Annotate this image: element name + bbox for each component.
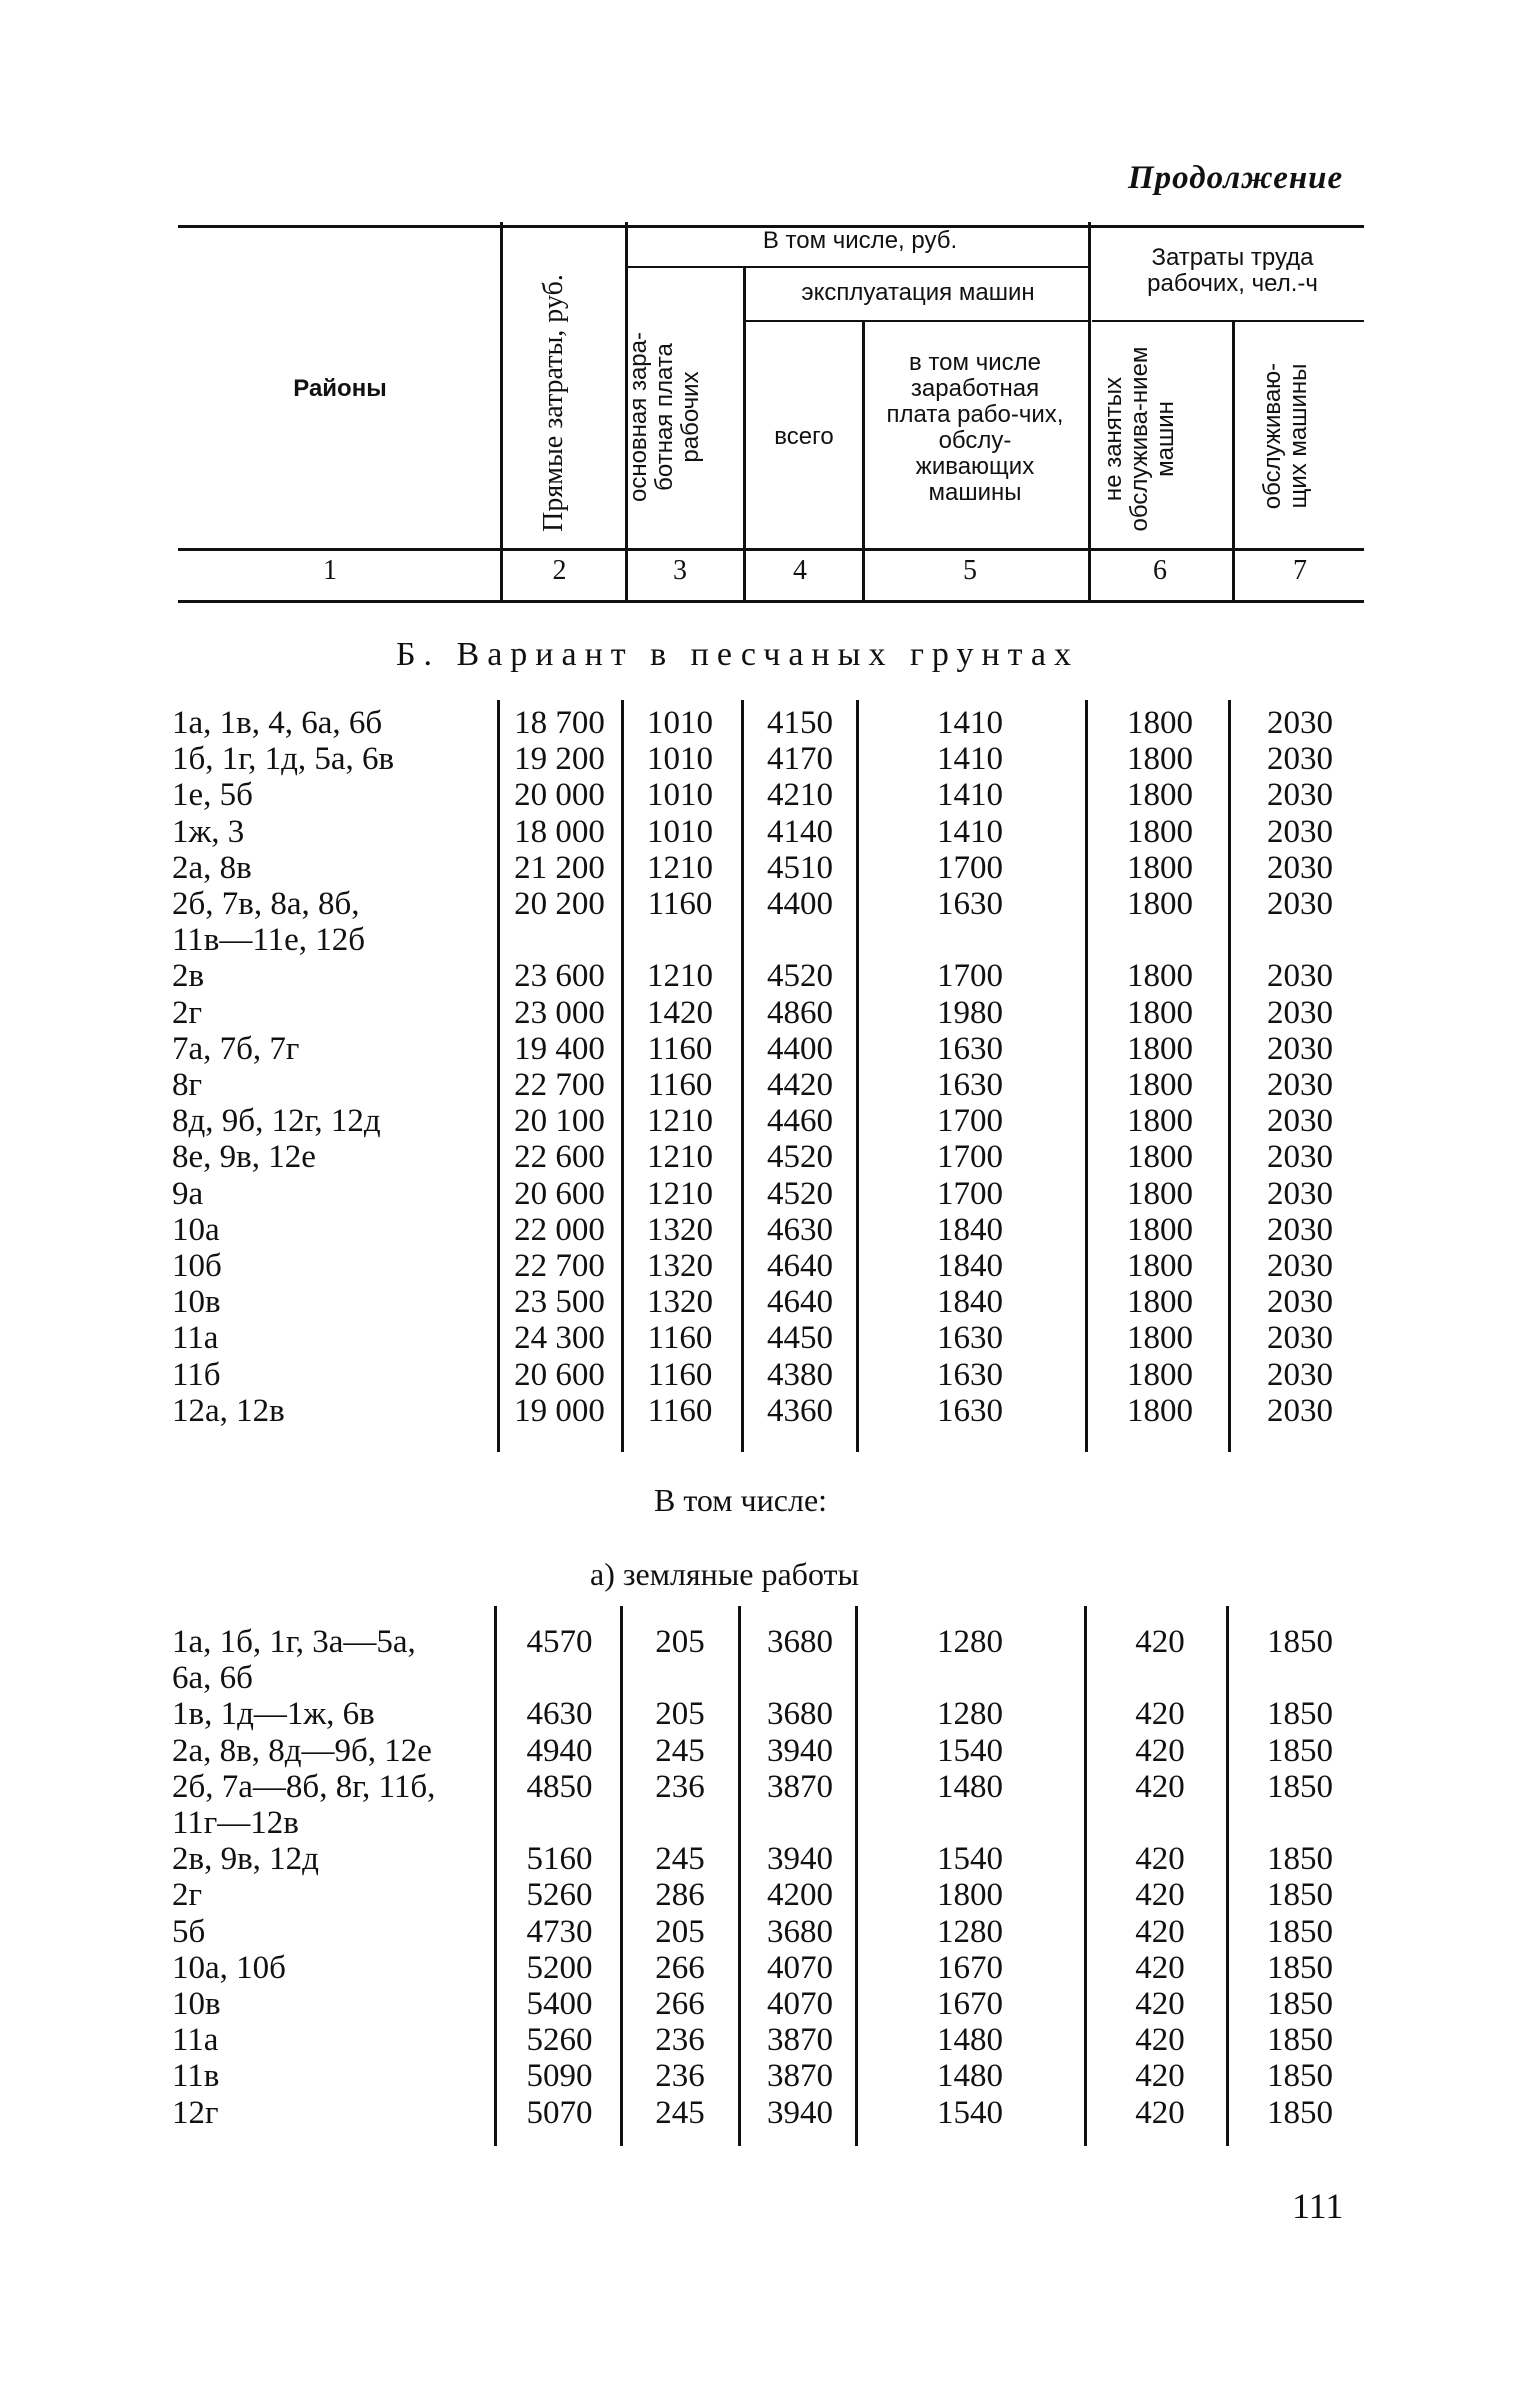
labor-serving-cell: 1850	[1267, 1913, 1333, 1950]
region-cell: 8г	[172, 1067, 203, 1103]
region-cell: 11в	[172, 2058, 220, 2095]
wage-cell: 1320	[647, 1211, 713, 1248]
exploit-total-cell: 3680	[767, 1696, 833, 1733]
wage-cell: 266	[655, 1949, 705, 1986]
table-row	[0, 814, 1539, 850]
wage-cell: 245	[655, 2094, 705, 2131]
labor-serving-cell: 2030	[1267, 994, 1333, 1031]
wage-cell: 1210	[647, 1103, 713, 1140]
table-row	[0, 2058, 1539, 2094]
labor-not-busy-cell: 1800	[1127, 777, 1193, 814]
region-cell: 1а, 1б, 1г, 3а—5а,	[172, 1624, 416, 1660]
labor-serving-cell: 1850	[1267, 1877, 1333, 1914]
region-cell: 8д, 9б, 12г, 12д	[172, 1103, 381, 1140]
exploit-total-cell: 4380	[767, 1356, 833, 1393]
col-region-header: Районы	[293, 375, 387, 402]
table-row	[0, 741, 1539, 777]
labor-serving-cell: 1850	[1267, 2058, 1333, 2095]
region-cell: 1е, 5б	[172, 777, 253, 814]
wage-cell: 1210	[647, 1175, 713, 1212]
table-row	[0, 958, 1539, 994]
labor-serving-cell: 1850	[1267, 2022, 1333, 2059]
header-divider-5	[1088, 222, 1091, 602]
labor-serving-cell: 1850	[1267, 1986, 1333, 2022]
wage-cell: 236	[655, 1768, 705, 1805]
region-cell: 7а, 7б, 7г	[172, 1030, 300, 1067]
exploit-total-cell: 4520	[767, 958, 833, 995]
exploit-wage-cell: 1280	[937, 1696, 1003, 1733]
col-wage-header: основная зара-ботная плата рабочих	[625, 332, 704, 503]
exploit-total-cell: 3940	[767, 1841, 833, 1878]
exploit-wage-cell: 1410	[937, 813, 1003, 850]
table-row	[0, 995, 1539, 1031]
labor-serving-cell: 2030	[1267, 1211, 1333, 1248]
labor-not-busy-cell: 1800	[1127, 813, 1193, 850]
wage-cell: 1160	[647, 1320, 713, 1357]
incl-group-rule	[628, 266, 1088, 268]
exploit-total-cell: 4510	[767, 849, 833, 886]
region-cell: 2а, 8в, 8д—9б, 12е	[172, 1732, 432, 1769]
direct-cost-cell: 20 000	[514, 777, 605, 814]
direct-cost-cell: 23 000	[514, 994, 605, 1031]
labor-not-busy-cell: 420	[1135, 2058, 1185, 2095]
direct-cost-cell: 18 000	[514, 813, 605, 850]
incl-group-header: В том числе, руб.	[762, 227, 958, 254]
labor-serving-cell: 1850	[1267, 2094, 1333, 2131]
direct-cost-cell: 22 700	[514, 1067, 605, 1103]
exploit-wage-cell: 1980	[937, 994, 1003, 1031]
direct-cost-cell: 4630	[526, 1696, 593, 1733]
labor-serving-cell: 2030	[1267, 1320, 1333, 1357]
labor-not-busy-cell: 1800	[1127, 1211, 1193, 1248]
table-row	[0, 1696, 1539, 1732]
exploit-total-cell: 4460	[767, 1103, 833, 1140]
direct-cost-cell: 4730	[526, 1913, 593, 1950]
exploit-group-header: эксплуатация машин	[801, 279, 1035, 306]
region-cell: 2б, 7а—8б, 8г, 11б,	[172, 1768, 436, 1805]
wage-cell: 1160	[647, 1392, 713, 1429]
labor-not-busy-cell: 1800	[1127, 1175, 1193, 1212]
region-cell: 2в	[172, 958, 205, 995]
page-number: 111	[1292, 2186, 1344, 2226]
labor-not-busy-cell: 420	[1135, 1877, 1185, 1914]
region-cell: 2г	[172, 1877, 203, 1914]
wage-cell: 245	[655, 1841, 705, 1878]
header-divider-1	[500, 222, 503, 602]
exploit-wage-cell: 1630	[937, 886, 1003, 922]
direct-cost-cell: 19 200	[514, 741, 605, 778]
table-row	[0, 1986, 1539, 2022]
direct-cost-cell: 21 200	[514, 849, 605, 886]
labor-serving-cell: 2030	[1267, 1356, 1333, 1393]
exploit-wage-cell: 1540	[937, 1732, 1003, 1769]
labor-not-busy-cell: 1800	[1127, 1248, 1193, 1284]
labor-serving-cell: 2030	[1267, 1284, 1333, 1321]
region-cell: 8е, 9в, 12е	[172, 1139, 316, 1176]
labor-serving-cell: 2030	[1267, 705, 1333, 741]
numbers-bottom-rule	[178, 600, 1364, 603]
labor-serving-cell: 2030	[1267, 958, 1333, 995]
exploit-total-cell: 4630	[767, 1211, 833, 1248]
exploit-wage-cell: 1480	[937, 2022, 1003, 2059]
labor-serving-cell: 1850	[1267, 1949, 1333, 1986]
region-cell: 10а, 10б	[172, 1949, 286, 1986]
labor-serving-cell: 1850	[1267, 1841, 1333, 1878]
exploit-wage-cell: 1630	[937, 1392, 1003, 1429]
region-cell: 11в—11е, 12б	[172, 922, 366, 959]
region-cell: 5б	[172, 1913, 206, 1950]
direct-cost-cell: 23 600	[514, 958, 605, 995]
region-cell: 12г	[172, 2094, 219, 2131]
column-numbers-row	[0, 553, 1539, 589]
exploit-total-cell: 4150	[767, 705, 833, 741]
direct-cost-cell: 20 200	[514, 886, 605, 922]
header-divider-3	[743, 268, 746, 602]
labor-serving-cell: 1850	[1267, 1768, 1333, 1805]
region-cell: 9а	[172, 1175, 204, 1212]
labor-serving-cell: 2030	[1267, 1139, 1333, 1176]
wage-cell: 1160	[647, 1356, 713, 1393]
labor-serving-cell: 2030	[1267, 741, 1333, 778]
exploit-total-cell: 3680	[767, 1913, 833, 1950]
wage-cell: 1010	[647, 813, 713, 850]
exploit-total-cell: 3940	[767, 1732, 833, 1769]
labor-not-busy-cell: 420	[1135, 1732, 1185, 1769]
exploit-total-cell: 4070	[767, 1986, 833, 2022]
direct-cost-cell: 4570	[526, 1624, 593, 1660]
exploit-total-cell: 4520	[767, 1175, 833, 1212]
wage-cell: 1320	[647, 1284, 713, 1321]
labor-serving-cell: 1850	[1267, 1696, 1333, 1733]
labor-serving-cell: 2030	[1267, 1067, 1333, 1103]
table-row	[0, 1320, 1539, 1356]
exploit-group-rule	[745, 320, 1088, 322]
direct-cost-cell: 20 600	[514, 1175, 605, 1212]
region-cell: 11а	[172, 2022, 219, 2059]
region-cell: 10а	[172, 1211, 220, 1248]
wage-cell: 236	[655, 2058, 705, 2095]
labor-serving-cell: 2030	[1267, 1392, 1333, 1429]
exploit-total-cell: 4140	[767, 813, 833, 850]
direct-cost-cell: 5160	[526, 1841, 593, 1878]
table-row	[0, 1393, 1539, 1429]
colnum-5: 5	[963, 555, 977, 586]
labor-serving-cell: 2030	[1267, 1248, 1333, 1284]
labor-serving-cell: 2030	[1267, 886, 1333, 922]
exploit-total-cell: 3870	[767, 1768, 833, 1805]
labor-serving-cell: 2030	[1267, 1175, 1333, 1212]
direct-cost-cell: 19 000	[514, 1392, 605, 1429]
region-cell: 2б, 7в, 8а, 8б,	[172, 886, 360, 922]
exploit-wage-cell: 1670	[937, 1949, 1003, 1986]
exploit-total-cell: 3870	[767, 2058, 833, 2095]
region-cell: 11б	[172, 1356, 221, 1393]
exploit-total-cell: 4860	[767, 994, 833, 1031]
labor-not-busy-cell: 1800	[1127, 705, 1193, 741]
region-cell: 2в, 9в, 12д	[172, 1841, 319, 1878]
wage-cell: 236	[655, 2022, 705, 2059]
exploit-wage-cell: 1700	[937, 1103, 1003, 1140]
colnum-7: 7	[1293, 555, 1307, 586]
colnum-2: 2	[552, 555, 567, 586]
wage-cell: 1160	[647, 1030, 713, 1067]
exploit-total-cell: 4420	[767, 1067, 833, 1103]
wage-cell: 1010	[647, 705, 713, 741]
table-row	[0, 1176, 1539, 1212]
wage-cell: 245	[655, 1732, 705, 1769]
including-label: В том числе:	[654, 1482, 828, 1518]
table-row	[0, 1841, 1539, 1877]
exploit-total-cell: 4640	[767, 1248, 833, 1284]
wage-cell: 1210	[647, 849, 713, 886]
labor-not-busy-cell: 1800	[1127, 1320, 1193, 1357]
header-bottom-rule	[178, 548, 1364, 551]
direct-cost-cell: 5400	[526, 1986, 593, 2022]
wage-cell: 1210	[647, 958, 713, 995]
table-row	[0, 850, 1539, 886]
earthworks-label: а) земляные работы	[590, 1556, 860, 1592]
direct-cost-cell: 22 000	[514, 1211, 605, 1248]
labor-group-header: Затраты труда рабочих, чел.-ч	[1147, 244, 1318, 297]
direct-cost-cell: 24 300	[514, 1320, 605, 1357]
exploit-total-cell: 4070	[767, 1949, 833, 1986]
labor-not-busy-cell: 1800	[1127, 1139, 1193, 1176]
exploit-total-cell: 4640	[767, 1284, 833, 1321]
exploit-wage-cell: 1480	[937, 2058, 1003, 2095]
region-cell: 11г—12в	[172, 1805, 299, 1841]
wage-cell: 1320	[647, 1248, 713, 1284]
labor-group-rule	[1092, 320, 1364, 322]
region-cell: 6а, 6б	[172, 1660, 253, 1697]
labor-not-busy-cell: 420	[1135, 1696, 1185, 1733]
labor-not-busy-cell: 1800	[1127, 1103, 1193, 1140]
region-cell: 1ж, 3	[172, 813, 245, 850]
exploit-wage-cell: 1700	[937, 958, 1003, 995]
exploit-wage-cell: 1410	[937, 741, 1003, 778]
exploit-total-cell: 4360	[767, 1392, 833, 1429]
exploit-total-cell: 4450	[767, 1320, 833, 1357]
labor-serving-cell: 1850	[1267, 1732, 1333, 1769]
table-row	[0, 1103, 1539, 1139]
table-row	[0, 886, 1539, 922]
labor-serving-cell: 2030	[1267, 777, 1333, 814]
exploit-wage-cell: 1630	[937, 1320, 1003, 1357]
exploit-total-cell: 4170	[767, 741, 833, 778]
table-row	[0, 2095, 1539, 2131]
exploit-wage-cell: 1480	[937, 1768, 1003, 1805]
labor-not-busy-cell: 1800	[1127, 1356, 1193, 1393]
exploit-total-cell: 4400	[767, 1030, 833, 1067]
wage-cell: 1210	[647, 1139, 713, 1176]
exploit-wage-cell: 1630	[937, 1356, 1003, 1393]
region-cell: 2г	[172, 994, 203, 1031]
region-cell: 2а, 8в	[172, 849, 252, 886]
table-row	[0, 1805, 1539, 1841]
direct-cost-cell: 18 700	[514, 705, 605, 741]
labor-not-busy-cell: 420	[1135, 1949, 1185, 1986]
direct-cost-cell: 4940	[526, 1732, 593, 1769]
wage-cell: 286	[655, 1877, 705, 1914]
labor-not-busy-cell: 420	[1135, 1841, 1185, 1878]
labor-not-busy-cell: 1800	[1127, 1067, 1193, 1103]
exploit-wage-cell: 1630	[937, 1030, 1003, 1067]
exploit-wage-cell: 1700	[937, 1175, 1003, 1212]
exploit-wage-cell: 1630	[937, 1067, 1003, 1103]
wage-cell: 1010	[647, 777, 713, 814]
table-row	[0, 1031, 1539, 1067]
colnum-6: 6	[1153, 555, 1167, 586]
labor-not-busy-cell: 420	[1135, 2022, 1185, 2059]
exploit-total-cell: 4520	[767, 1139, 833, 1176]
wage-cell: 205	[655, 1696, 705, 1733]
direct-cost-cell: 5260	[526, 1877, 593, 1914]
exploit-wage-cell: 1840	[937, 1211, 1003, 1248]
wage-cell: 1420	[647, 994, 713, 1031]
table-row	[0, 1660, 1539, 1696]
exploit-wage-cell: 1540	[937, 2094, 1003, 2131]
wage-cell: 205	[655, 1624, 705, 1660]
region-cell: 1а, 1в, 4, 6а, 6б	[172, 705, 383, 741]
exploit-total-cell: 4210	[767, 777, 833, 814]
exploit-wage-cell: 1800	[937, 1877, 1003, 1914]
section-b-title: Б. Вариант в песчаных грунтах	[396, 636, 1080, 673]
exploit-total-cell: 3870	[767, 2022, 833, 2059]
table-row	[0, 1950, 1539, 1986]
labor-serving-cell: 2030	[1267, 813, 1333, 850]
labor-not-busy-cell: 1800	[1127, 958, 1193, 995]
table-row	[0, 922, 1539, 958]
exploit-wage-cell: 1700	[937, 849, 1003, 886]
direct-cost-cell: 5200	[526, 1949, 593, 1986]
direct-cost-cell: 23 500	[514, 1284, 605, 1321]
col-serving-header: обслуживаю-щих машины	[1259, 362, 1312, 510]
colnum-3: 3	[673, 555, 687, 586]
table-row	[0, 1248, 1539, 1284]
colnum-1: 1	[323, 555, 337, 586]
region-cell: 10в	[172, 1986, 221, 2022]
table-row	[0, 1624, 1539, 1660]
region-cell: 10в	[172, 1284, 221, 1321]
table-row	[0, 777, 1539, 813]
exploit-wage-cell: 1410	[937, 705, 1003, 741]
col-direct-header: Прямые затраты, руб.	[538, 274, 569, 532]
labor-not-busy-cell: 1800	[1127, 1030, 1193, 1067]
labor-serving-cell: 2030	[1267, 849, 1333, 886]
region-cell: 10б	[172, 1248, 222, 1284]
table-row	[0, 1769, 1539, 1805]
labor-not-busy-cell: 1800	[1127, 849, 1193, 886]
table-row	[0, 1212, 1539, 1248]
wage-cell: 205	[655, 1913, 705, 1950]
labor-not-busy-cell: 1800	[1127, 1284, 1193, 1321]
table-row	[0, 2022, 1539, 2058]
labor-not-busy-cell: 1800	[1127, 1392, 1193, 1429]
direct-cost-cell: 19 400	[514, 1030, 605, 1067]
wage-cell: 1160	[647, 886, 713, 922]
labor-not-busy-cell: 420	[1135, 1913, 1185, 1950]
exploit-wage-cell: 1540	[937, 1841, 1003, 1878]
table-row	[0, 1733, 1539, 1769]
col-not-busy-header: не занятых обслужива-нием машин	[1100, 346, 1179, 532]
labor-not-busy-cell: 420	[1135, 1986, 1185, 2022]
exploit-wage-cell: 1840	[937, 1248, 1003, 1284]
direct-cost-cell: 22 600	[514, 1139, 605, 1176]
region-cell: 12а, 12в	[172, 1392, 285, 1429]
labor-serving-cell: 2030	[1267, 1030, 1333, 1067]
labor-serving-cell: 1850	[1267, 1624, 1333, 1660]
region-cell: 1б, 1г, 1д, 5а, 6в	[172, 741, 395, 778]
exploit-total-cell: 4400	[767, 886, 833, 922]
labor-not-busy-cell: 1800	[1127, 994, 1193, 1031]
labor-not-busy-cell: 420	[1135, 1768, 1185, 1805]
labor-not-busy-cell: 420	[1135, 1624, 1185, 1660]
labor-not-busy-cell: 1800	[1127, 741, 1193, 778]
labor-not-busy-cell: 1800	[1127, 886, 1193, 922]
wage-cell: 1010	[647, 741, 713, 778]
table-row	[0, 1139, 1539, 1175]
wage-cell: 1160	[647, 1067, 713, 1103]
exploit-wage-cell: 1670	[937, 1986, 1003, 2022]
table-row	[0, 1067, 1539, 1103]
direct-cost-cell: 4850	[526, 1768, 593, 1805]
table-row	[0, 1914, 1539, 1950]
table-row	[0, 1357, 1539, 1393]
region-cell: 11а	[172, 1320, 219, 1357]
exploit-total-cell: 3680	[767, 1624, 833, 1660]
col-total-header: всего	[774, 423, 834, 450]
col-incl-wage-header: в том числе заработная плата рабо-чих, обслу-живающих машины	[886, 349, 1064, 506]
exploit-wage-cell: 1700	[937, 1139, 1003, 1176]
direct-cost-cell: 22 700	[514, 1248, 605, 1284]
table-row	[0, 705, 1539, 741]
direct-cost-cell: 20 100	[514, 1103, 605, 1140]
exploit-wage-cell: 1410	[937, 777, 1003, 814]
direct-cost-cell: 5260	[526, 2022, 593, 2059]
direct-cost-cell: 20 600	[514, 1356, 605, 1393]
exploit-total-cell: 3940	[767, 2094, 833, 2131]
labor-serving-cell: 2030	[1267, 1103, 1333, 1140]
direct-cost-cell: 5070	[526, 2094, 593, 2131]
wage-cell: 266	[655, 1986, 705, 2022]
exploit-wage-cell: 1280	[937, 1913, 1003, 1950]
direct-cost-cell: 5090	[526, 2058, 593, 2095]
exploit-wage-cell: 1280	[937, 1624, 1003, 1660]
exploit-total-cell: 4200	[767, 1877, 833, 1914]
table-row	[0, 1877, 1539, 1913]
labor-not-busy-cell: 420	[1135, 2094, 1185, 2131]
region-cell: 1в, 1д—1ж, 6в	[172, 1696, 375, 1733]
colnum-4: 4	[793, 555, 807, 586]
table-row	[0, 1284, 1539, 1320]
continuation-label: Продолжение	[1128, 160, 1344, 196]
exploit-wage-cell: 1840	[937, 1284, 1003, 1321]
